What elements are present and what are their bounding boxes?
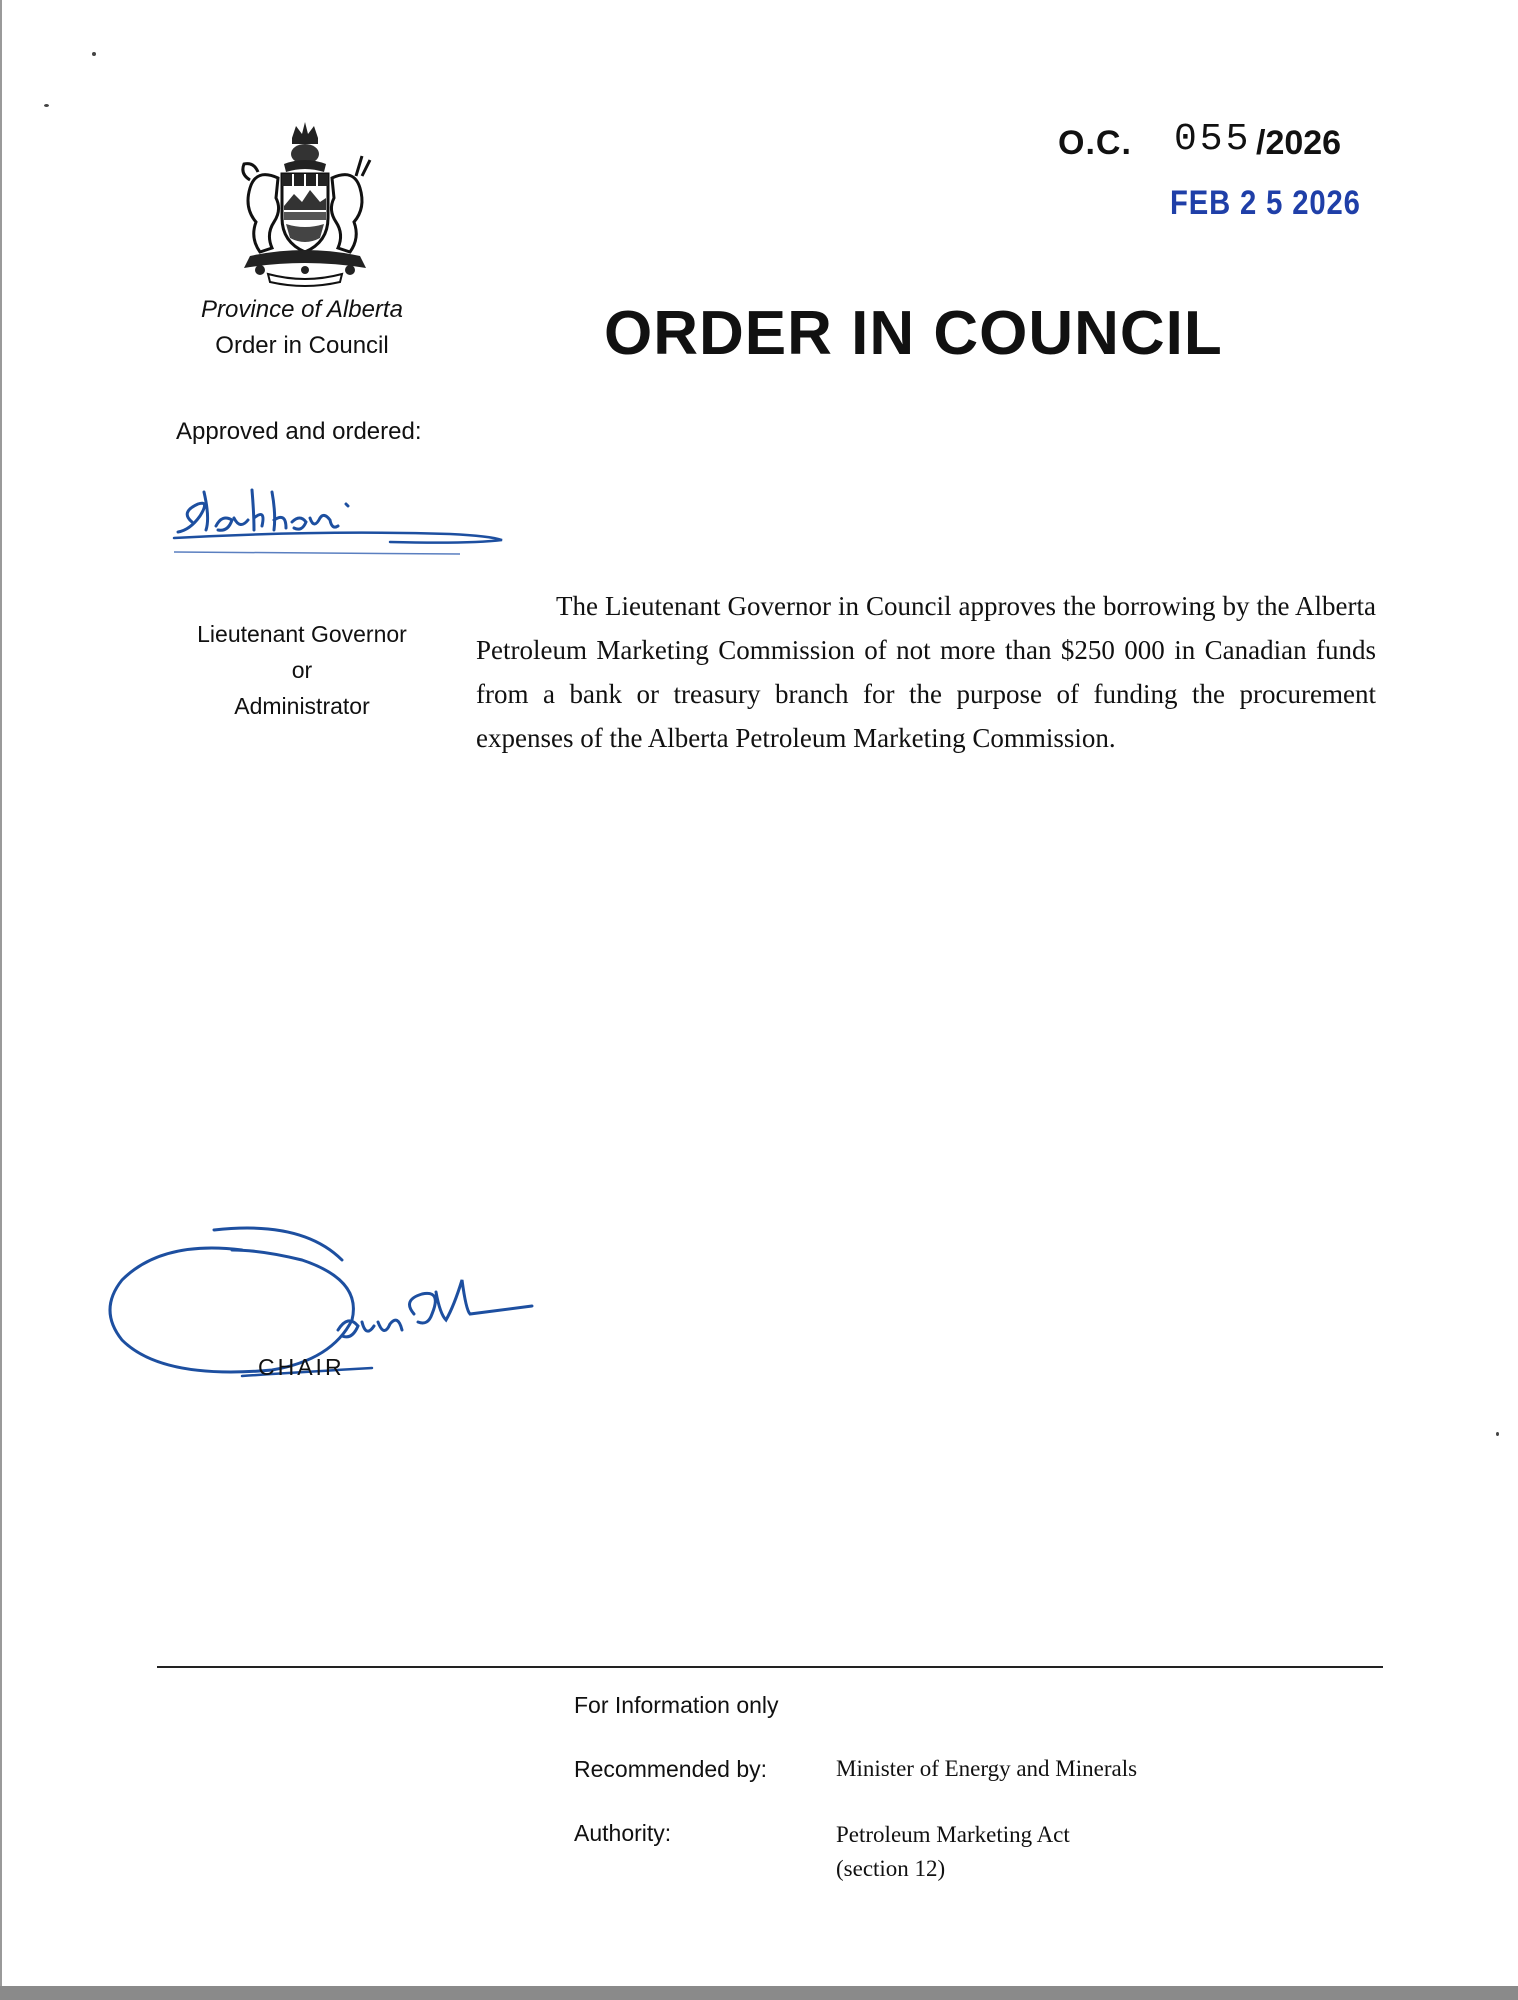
scan-speck bbox=[1496, 1432, 1499, 1436]
oc-year: /2026 bbox=[1256, 124, 1342, 162]
authority-section: (section 12) bbox=[836, 1856, 946, 1881]
oc-number: 055 bbox=[1174, 118, 1252, 161]
authority-value bbox=[836, 1818, 1070, 1886]
date-stamp: FEB 2 5 2026 bbox=[1170, 184, 1361, 222]
signatory-title bbox=[152, 616, 452, 724]
authority-label: Authority: bbox=[574, 1820, 672, 1846]
oc-label: O.C. bbox=[1058, 124, 1132, 162]
signatory-title-line3: Administrator bbox=[234, 693, 370, 719]
approved-label: Approved and ordered: bbox=[176, 418, 422, 445]
document-title: ORDER IN COUNCIL bbox=[604, 299, 1223, 368]
footer-divider bbox=[157, 1666, 1383, 1668]
chair-label: CHAIR bbox=[258, 1354, 345, 1380]
lieutenant-governor-signature bbox=[170, 478, 520, 574]
order-body-text: The Lieutenant Governor in Council approves the borrowing by the Alberta Petroleum Marketing Commission of not more than $250 000 in Canadian funds from a bank or treasury branch for the purpose of funding the procurement expenses of the Alberta Petroleum Marketing Commission. bbox=[476, 591, 1376, 753]
recommended-label: Recommended by: bbox=[574, 1756, 768, 1782]
signatory-title-line1: Lieutenant Governor bbox=[197, 621, 407, 647]
information-note: For Information only bbox=[574, 1692, 779, 1718]
alberta-coat-of-arms-icon bbox=[220, 118, 390, 288]
province-name: Province of Alberta bbox=[201, 296, 403, 323]
scan-speck bbox=[44, 104, 49, 107]
province-subtitle: Order in Council bbox=[215, 332, 389, 359]
recommended-value: Minister of Energy and Minerals bbox=[836, 1756, 1138, 1781]
scan-speck bbox=[92, 52, 96, 56]
authority-act: Petroleum Marketing Act bbox=[836, 1822, 1070, 1847]
signatory-title-line2: or bbox=[291, 657, 313, 683]
